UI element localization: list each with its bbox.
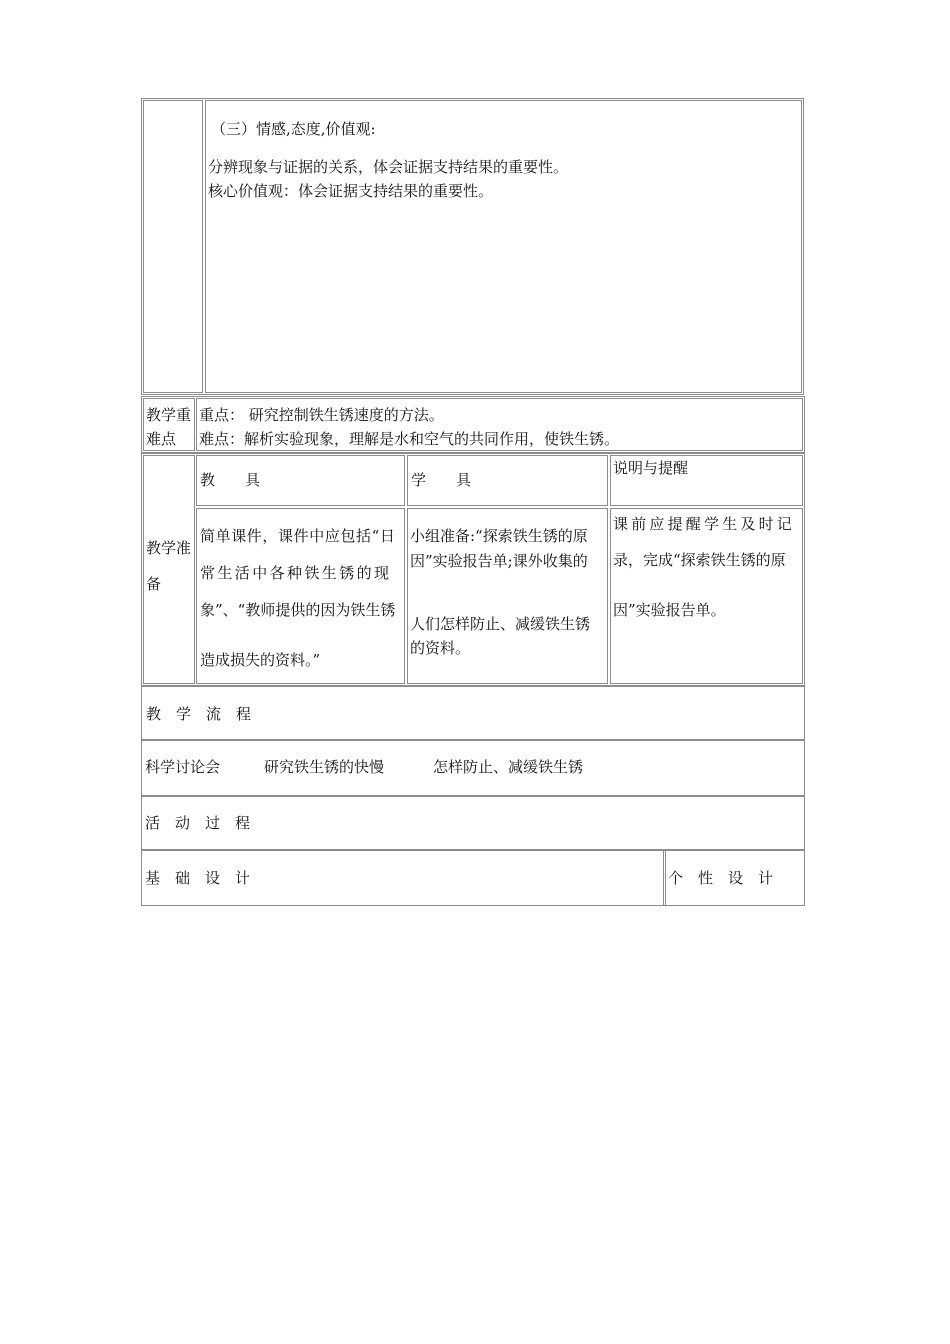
- teacher-tools-line: 造成损失的资料。”: [200, 651, 321, 669]
- flow-step: 研究铁生锈的快慢: [264, 758, 385, 776]
- notes-cell: [610, 508, 803, 684]
- teacher-tools-line: 简单课件，课件中应包括“日: [200, 527, 396, 545]
- objectives-content-cell: [205, 100, 802, 393]
- preparation-label-cell: [143, 455, 195, 684]
- notes-line: 课前应提醒学生及时记: [613, 515, 796, 533]
- affect-line-1: 分辨现象与证据的关系，体会证据支持结果的重要性。: [208, 158, 569, 176]
- preparation-label-2: 备: [146, 575, 162, 593]
- header-teacher-tools: 教 具: [200, 471, 261, 489]
- student-tools-line: 小组准备:“探索铁生锈的原: [410, 527, 588, 545]
- flow-step: 怎样防止、减缓铁生锈: [433, 758, 584, 776]
- teacher-tools-line: 常生活中各种铁生锈的现: [200, 564, 392, 582]
- flow-step: 科学讨论会: [145, 758, 221, 776]
- header-notes: 说明与提醒: [613, 459, 689, 477]
- student-tools-line: 人们怎样防止、减缓铁生锈: [410, 615, 591, 633]
- preparation-label-1: 教学准: [146, 539, 192, 557]
- key-point-difficulty: 难点：解析实验现象，理解是水和空气的共同作用，使铁生锈。: [199, 430, 620, 448]
- header-student-tools: 学 具: [411, 471, 472, 489]
- notes-line: 录，完成“探索铁生锈的原: [613, 551, 786, 569]
- notes-line: 因”实验报告单。: [613, 601, 726, 619]
- student-tools-line: 因”实验报告单;课外收集的: [410, 552, 588, 570]
- personal-design-label: 个 性 设 计: [668, 869, 774, 887]
- affect-heading: （三）情感,态度,价值观:: [211, 120, 376, 138]
- activity-divider: [663, 850, 666, 906]
- objectives-label-cell: [143, 100, 203, 393]
- student-tools-line: 的资料。: [410, 639, 471, 657]
- activity-title: 活 动 过 程: [145, 814, 251, 832]
- key-points-label-2: 难点: [146, 430, 177, 448]
- key-points-label-1: 教学重: [146, 406, 192, 424]
- teacher-tools-line: 象”、“教师提供的因为铁生锈: [200, 601, 396, 619]
- affect-line-2: 核心价值观：体会证据支持结果的重要性。: [208, 182, 494, 200]
- flow-title: 教 学 流 程: [146, 705, 252, 723]
- key-point-focus: 重点： 研究控制铁生锈速度的方法。: [199, 406, 444, 424]
- basic-design-label: 基 础 设 计: [145, 869, 251, 887]
